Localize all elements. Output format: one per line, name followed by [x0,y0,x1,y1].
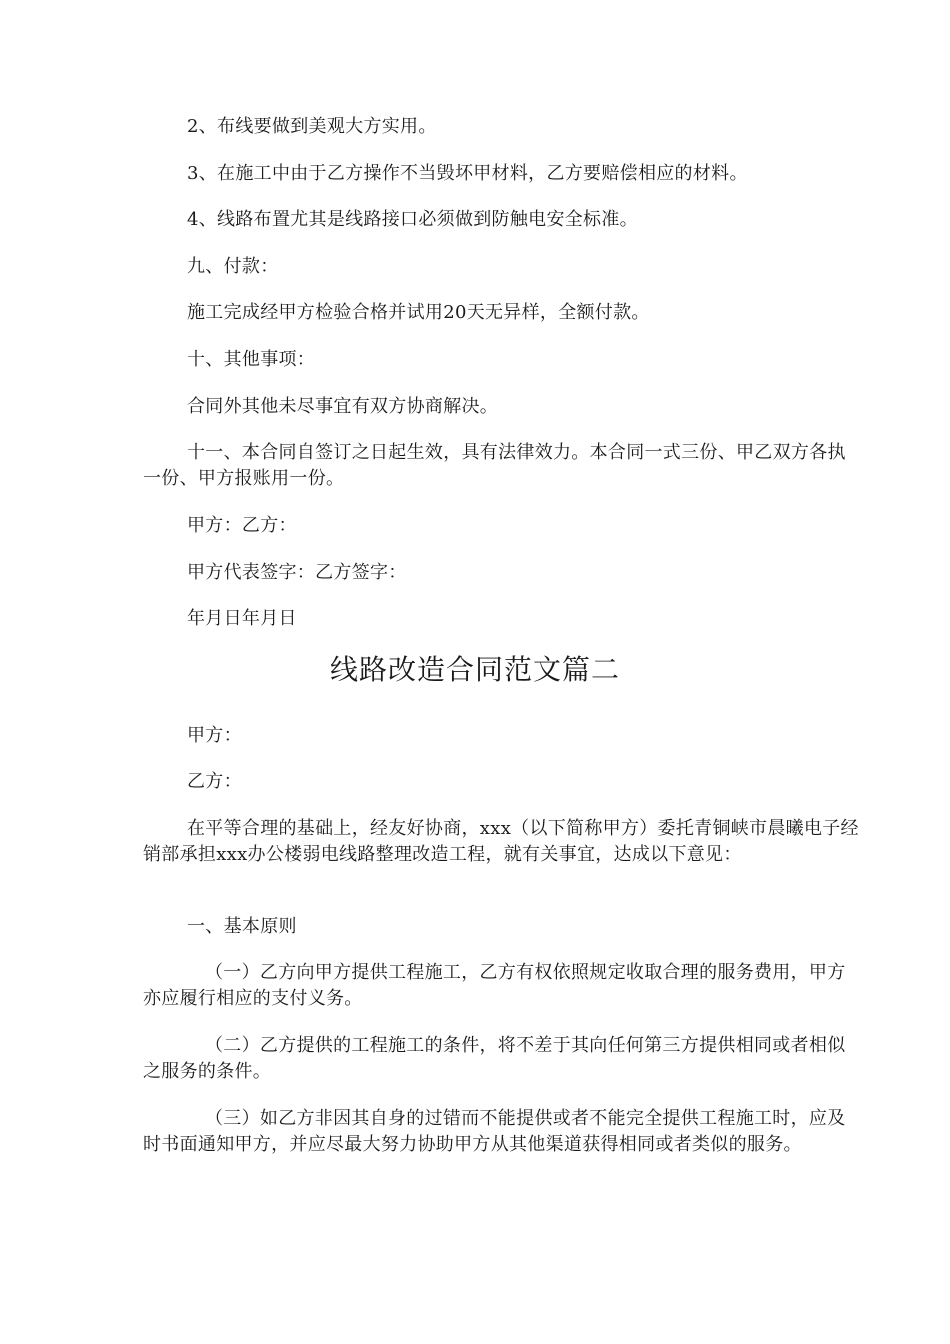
principle-one: （一）乙方向甲方提供工程施工，乙方有权依照规定收取合理的服务费用，甲方亦应履行相应的支付义务。 [143,962,846,1009]
paragraph-payment-terms: 施工完成经甲方检验合格并试用20天无异样，全额付款。 [187,302,650,323]
paragraph-agreement-intro: 在平等合理的基础上，经友好协商，xxx（以下简称甲方）委托青铜峡市晨曦电子经销部承担xxx办公楼弱电线路整理改造工程，就有关事宜，达成以下意见： [143,818,859,865]
heading-payment: 九、付款： [187,256,279,277]
signature-representatives: 甲方代表签字：乙方签字： [187,562,407,583]
signature-parties: 甲方：乙方： [187,515,297,536]
heading-other-matters: 十、其他事项： [187,349,316,370]
paragraph-contract-effective: 十一、本合同自签订之日起生效，具有法律效力。本合同一式三份、甲乙双方各执一份、甲方报账用一份。 [143,442,846,489]
heading-basic-principles: 一、基本原则 [187,916,297,937]
paragraph-damage-compensation: 3、在施工中由于乙方操作不当毁坏甲材料，乙方要赔偿相应的材料。 [187,163,748,184]
party-a-label: 甲方： [187,725,242,746]
principle-two: （二）乙方提供的工程施工的条件，将不差于其向任何第三方提供相同或者相似之服务的条件。 [143,1035,846,1082]
section-title: 线路改造合同范文篇二 [329,653,620,686]
signature-dates: 年月日年月日 [187,608,297,629]
paragraph-other-matters: 合同外其他未尽事宜有双方协商解决。 [187,396,499,417]
paragraph-safety-standard: 4、线路布置尤其是线路接口必须做到防触电安全标准。 [187,209,638,230]
principle-three: （三）如乙方非因其自身的过错而不能提供或者不能完全提供工程施工时，应及时书面通知甲方，并应尽最大努力协助甲方从其他渠道获得相同或者类似的服务。 [143,1108,846,1155]
paragraph-wiring-neat: 2、布线要做到美观大方实用。 [187,116,437,137]
party-b-label: 乙方： [187,771,242,792]
